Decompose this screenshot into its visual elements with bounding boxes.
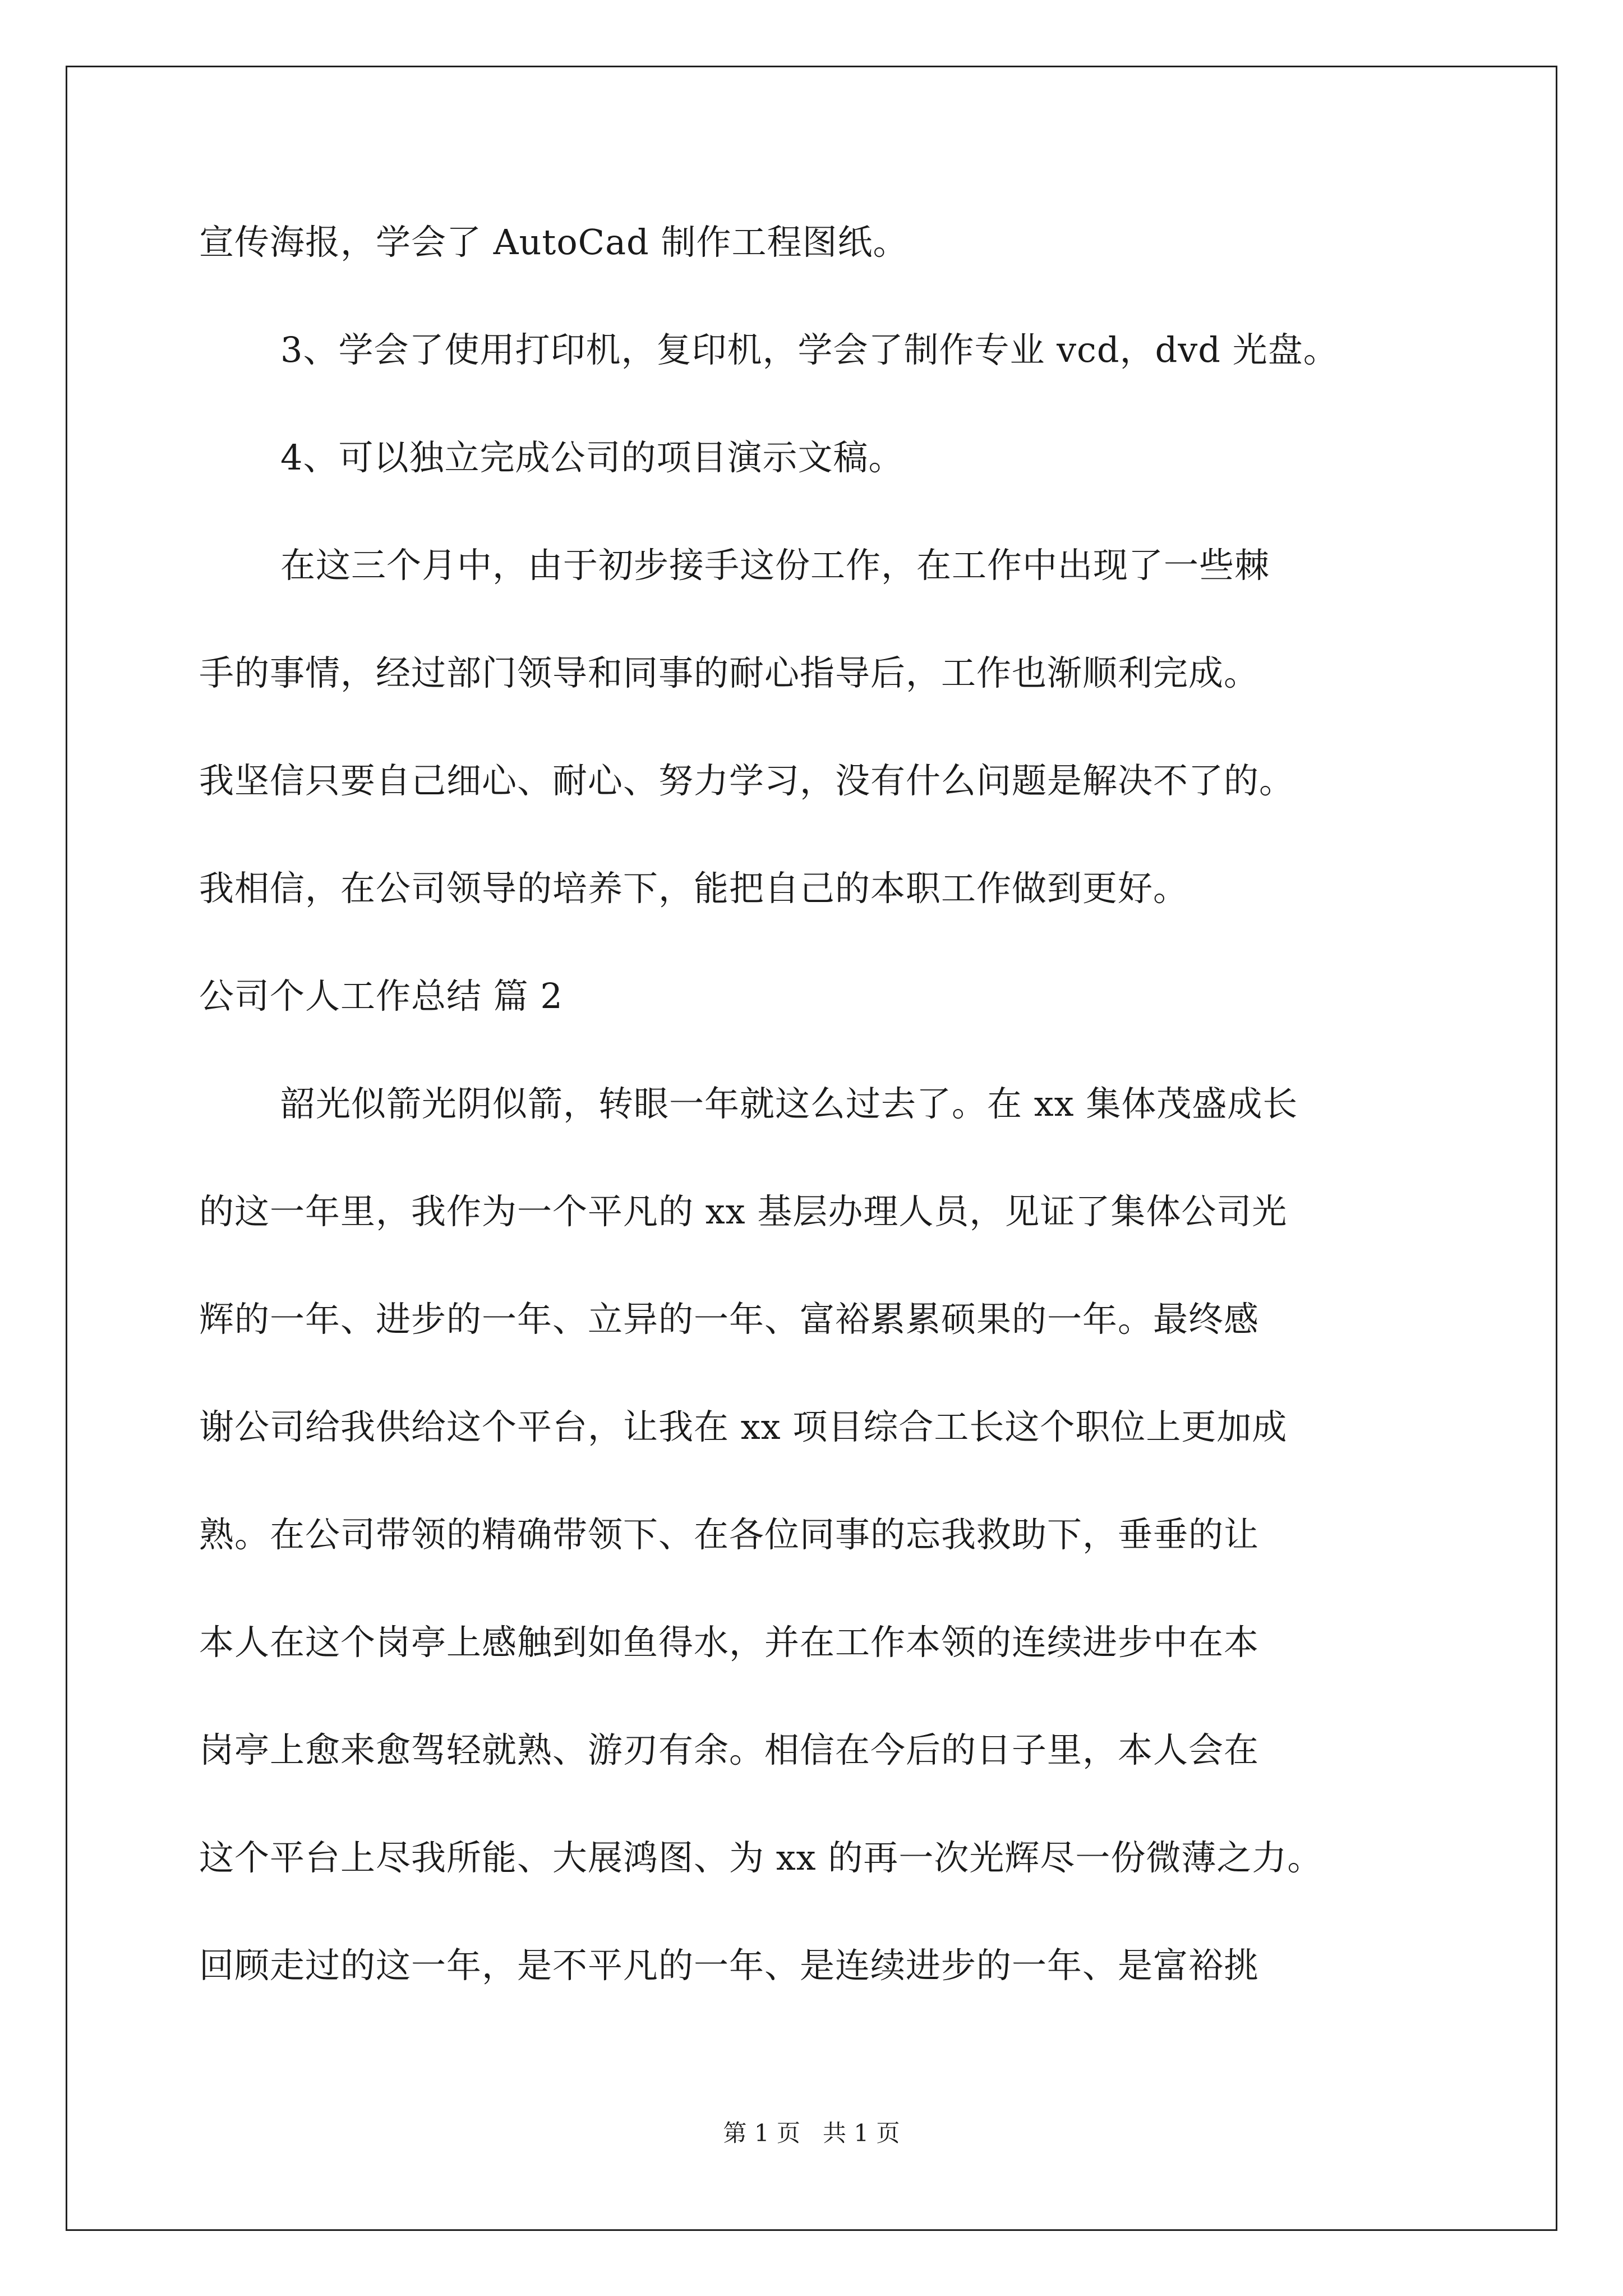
list-item-4: 4、可以独立完成公司的项目演示文稿。 (280, 437, 904, 478)
paragraph-line-6: 的这一年里，我作为一个平凡的 xx 基层办理人员，见证了集体公司光 (199, 1191, 1288, 1232)
paragraph-line-8: 谢公司给我供给这个平台，让我在 xx 项目综合工长这个职位上更加成 (199, 1406, 1288, 1447)
paragraph-line-9: 熟。在公司带领的精确带领下、在各位同事的忘我救助下，垂垂的让 (199, 1514, 1260, 1555)
page-number-footer: 第 1 页 共 1 页 (723, 2119, 900, 2147)
paragraph-line-4: 我相信，在公司领导的培养下，能把自己的本职工作做到更好。 (199, 868, 1189, 909)
page-border (66, 66, 1557, 2231)
section-heading: 公司个人工作总结 篇 2 (199, 976, 563, 1016)
paragraph-line-1: 在这三个月中，由于初步接手这份工作，在工作中出现了一些棘 (280, 545, 1270, 586)
paragraph-line-10: 本人在这个岗亭上感触到如鱼得水，并在工作本领的连续进步中在本 (199, 1622, 1260, 1663)
paragraph-line-11: 岗亭上愈来愈驾轻就熟、游刃有余。相信在今后的日子里，本人会在 (199, 1729, 1260, 1770)
paragraph-line-5: 韶光似箭光阴似箭，转眼一年就这么过去了。在 xx 集体茂盛成长 (280, 1083, 1298, 1124)
paragraph-line-7: 辉的一年、进步的一年、立异的一年、富裕累累硕果的一年。最终感 (199, 1299, 1260, 1340)
paragraph-line-2: 手的事情，经过部门领导和同事的耐心指导后，工作也渐顺利完成。 (199, 652, 1260, 693)
paragraph-line-12: 这个平台上尽我所能、大展鸿图、为 xx 的再一次光辉尽一份微薄之力。 (199, 1837, 1323, 1878)
text-line-1: 宣传海报，学会了 AutoCad 制作工程图纸。 (199, 222, 909, 263)
paragraph-line-13: 回顾走过的这一年，是不平凡的一年、是连续进步的一年、是富裕挑 (199, 1945, 1260, 1986)
list-item-3: 3、学会了使用打印机，复印机，学会了制作专业 vcd，dvd 光盘。 (280, 329, 1339, 370)
paragraph-line-3: 我坚信只要自己细心、耐心、努力学习，没有什么问题是解决不了的。 (199, 760, 1295, 801)
